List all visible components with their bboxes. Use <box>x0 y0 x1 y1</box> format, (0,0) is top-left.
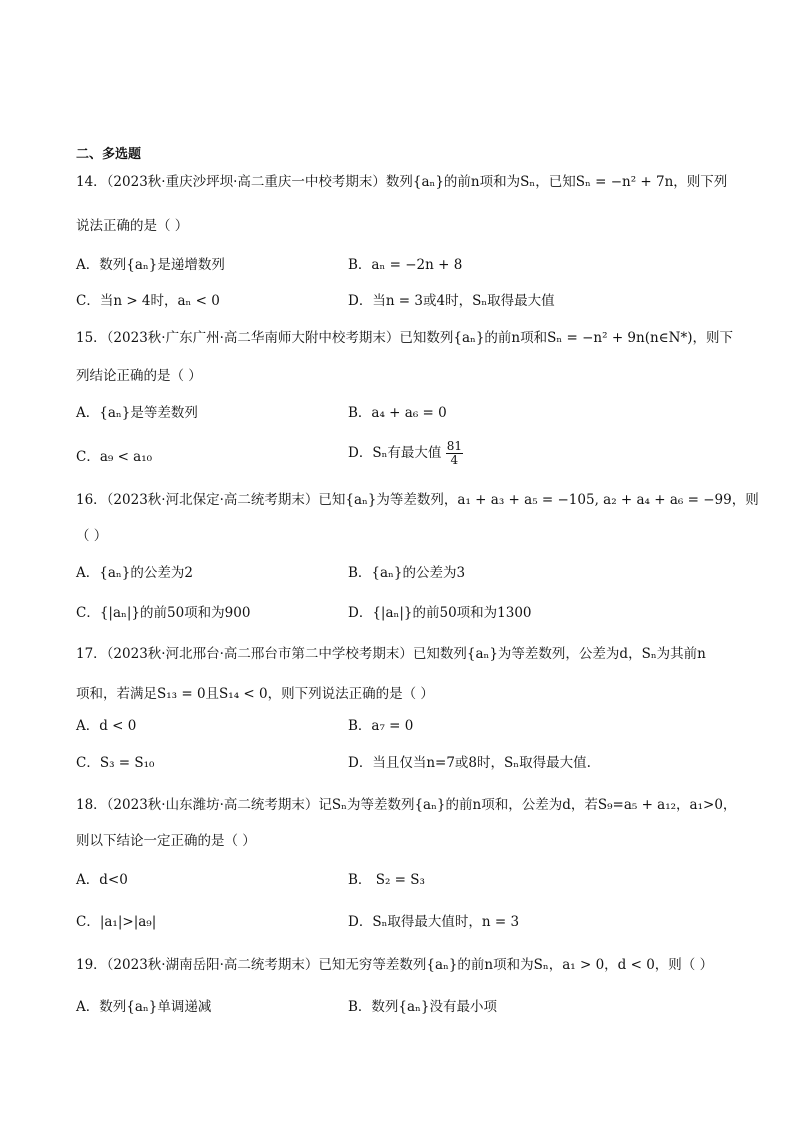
q19-option-b: B．数列{aₙ}没有最小项 <box>348 999 497 1015</box>
q15-option-c: C．a₉ < a₁₀ <box>76 449 153 465</box>
q17-stem-line1: 17．（2023秋·河北邢台·高二邢台市第二中学校考期末）已知数列{aₙ}为等差数列，公差为d，Sₙ为其前n <box>76 646 706 662</box>
q18-option-a: A．d<0 <box>76 872 128 888</box>
q17-stem-line2: 项和，若满足S₁₃ = 0且S₁₄ < 0，则下列说法正确的是（ ） <box>76 686 434 702</box>
q16-option-c: C．{|aₙ|}的前50项和为900 <box>76 605 251 621</box>
q18-option-b: B． S₂ = S₃ <box>348 872 425 888</box>
q14-option-b: B．aₙ = −2n + 8 <box>348 257 463 273</box>
q16-stem-line2: （ ） <box>76 528 108 544</box>
q14-option-c: C．当n > 4时，aₙ < 0 <box>76 293 220 309</box>
fraction-denominator: 4 <box>450 453 459 467</box>
q17-option-c: C．S₃ = S₁₀ <box>76 755 155 771</box>
q15-fraction <box>446 440 463 467</box>
section-title: 二、多选题 <box>76 147 142 162</box>
q17-option-b: B．a₇ = 0 <box>348 718 414 734</box>
q16-option-d: D．{|aₙ|}的前50项和为1300 <box>348 605 532 621</box>
q19-option-a: A．数列{aₙ}单调递减 <box>76 999 212 1015</box>
q16-option-b: B．{aₙ}的公差为3 <box>348 565 466 581</box>
q16-option-a: A．{aₙ}的公差为2 <box>76 565 193 581</box>
q15-option-d-wrap <box>348 440 463 467</box>
q19-stem-line1: 19．（2023秋·湖南岳阳·高二统考期末）已知无穷等差数列{aₙ}的前n项和为Sₙ，a₁ > 0，d < 0，则（ ） <box>76 957 714 973</box>
q17-option-d: D．当且仅当n=7或8时，Sₙ取得最大值. <box>348 755 591 771</box>
q16-stem-line1: 16．（2023秋·河北保定·高二统考期末）已知{aₙ}为等差数列，a₁ + a₃ + a₅ = −105, a₂ + a₄ + a₆ = −99，则 <box>76 492 759 508</box>
fraction-numerator: 81 <box>446 439 462 453</box>
q17-option-a: A．d < 0 <box>76 718 137 734</box>
q18-stem-line1: 18．（2023秋·山东潍坊·高二统考期末）记Sₙ为等差数列{aₙ}的前n项和，公差为d，若S₉=a₅ + a₁₂，a₁>0， <box>76 797 737 813</box>
q14-stem-line1: 14．（2023秋·重庆沙坪坝·高二重庆一中校考期末）数列{aₙ}的前n项和为Sₙ，已知Sₙ = −n² + 7n，则下列 <box>76 174 728 190</box>
q18-option-c: C．|a₁|>|a₉| <box>76 914 157 930</box>
q14-option-d: D．当n = 3或4时，Sₙ取得最大值 <box>348 293 555 309</box>
q15-option-d: D．Sₙ有最大值 <box>348 445 442 461</box>
q14-stem-line2: 说法正确的是（ ） <box>76 218 189 234</box>
q15-option-a: A．{aₙ}是等差数列 <box>76 405 198 421</box>
q15-stem-line1: 15．（2023秋·广东广州·高二华南师大附中校考期末）已知数列{aₙ}的前n项和Sₙ = −n² + 9n(n∈N*)，则下 <box>76 330 733 346</box>
q15-stem-line2: 列结论正确的是（ ） <box>76 368 202 384</box>
q18-stem-line2: 则以下结论一定正确的是（ ） <box>76 833 256 849</box>
q15-option-b: B．a₄ + a₆ = 0 <box>348 405 447 421</box>
q14-option-a: A．数列{aₙ}是递增数列 <box>76 257 225 273</box>
q18-option-d: D．Sₙ取得最大值时，n = 3 <box>348 914 520 930</box>
